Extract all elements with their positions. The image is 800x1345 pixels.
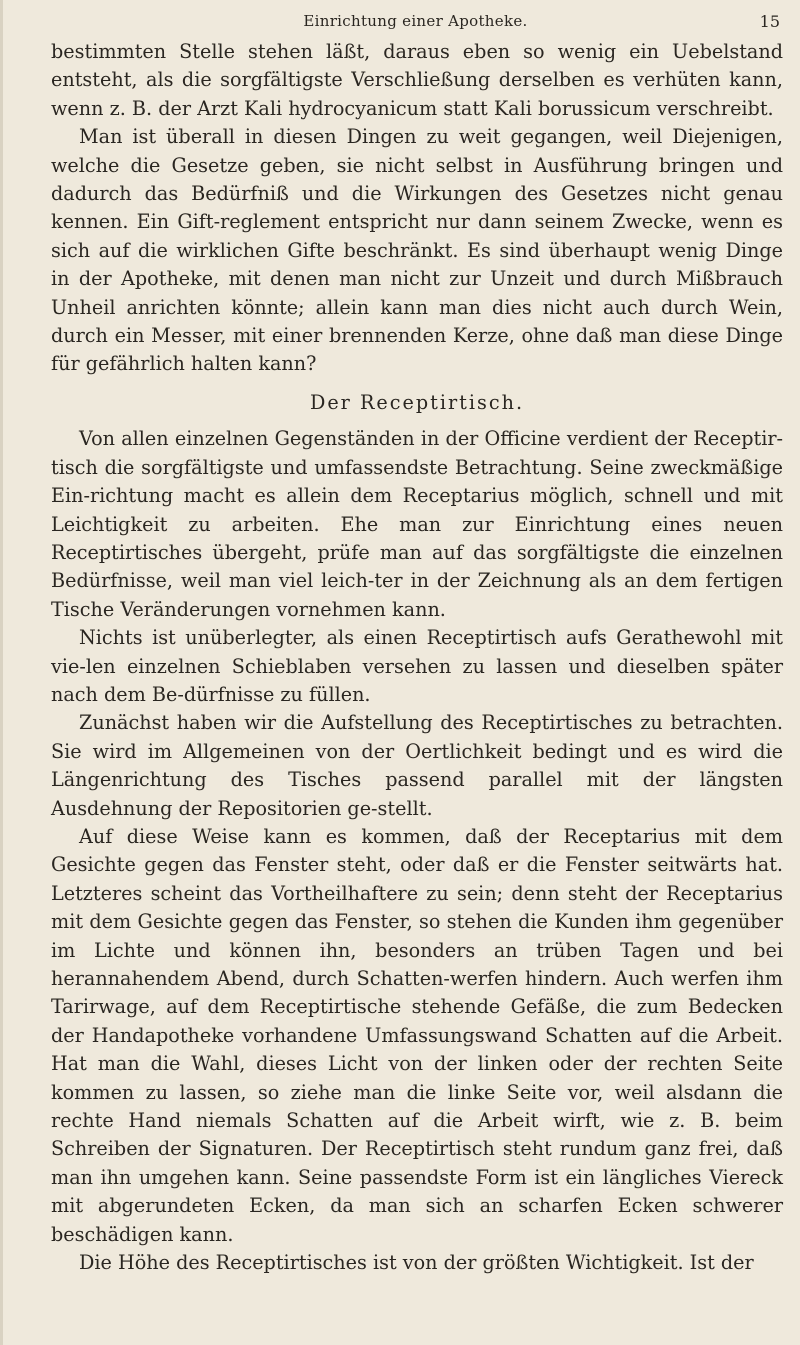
page-body (51, 38, 783, 1277)
paragraph-licht: Auf diese Weise kann es kommen, daß der Receptarius mit dem Gesichte gegen das Fenster steht, oder daß er die Fenster seitwärts hat. Letzteres scheint das Vortheilhaftere zu sein; denn steht der Receptarius mit dem Gesichte gegen das Fenster, so stehen die Kunden ihm gegenüber im Lichte und können ihn, besonders an trüben Tagen und bei herannahendem Abend, durch Schatten-werfen hindern. Auch werfen ihm Tarirwage, auf dem Receptirtische stehende Gefäße, die zum Bedecken der Handapotheke vorhandene Umfassungswand Schatten auf die Arbeit. Hat man die Wahl, dieses Licht von der linken oder der rechten Seite kommen zu lassen, so ziehe man die linke Seite vor, weil alsdann die rechte Hand niemals Schatten auf die Arbeit wirft, wie z. B. beim Schreiben der Signaturen. Der Receptirtisch steht rundum ganz frei, daß man ihn umgehen kann. Seine passendste Form ist ein längliches Viereck mit abgerundeten Ecken, da man sich an scharfen Ecken schwerer beschädigen kann. (51, 824, 783, 1246)
paragraph-schieblaben: Nichts ist unüberlegter, als einen Receptirtisch aufs Gerathewohl mit vie-len einzelnen Schieblaben versehen zu lassen und dieselben später nach dem Be-dürfnisse zu füllen. (51, 626, 783, 706)
section-heading: Der Receptirtisch. (309, 390, 525, 414)
running-title: Einrichtung einer Apotheke. (303, 12, 528, 30)
paragraph-receptirtisch-intro: Von allen einzelnen Gegenständen in der Officine verdient der Receptir-tisch die sorgfältigste und umfassendste Betrachtung. Seine zweckmäßige Ein-richtung macht es allein dem Receptarius möglich, schnell und mit Leichtigkeit zu arbeiten. Ehe man zur Einrichtung eines neuen Receptirtisches übergeht, prüfe man auf das sorgfältigste die einzelnen Bedürfnisse, weil man viel leich-ter in der Zeichnung als an dem fertigen Tische Veränderungen vornehmen kann. (51, 427, 783, 621)
running-header (51, 12, 780, 38)
paragraph-aufstellung: Zunächst haben wir die Aufstellung des Receptirtisches zu betrachten. Sie wird im Allgemeinen von der Oertlichkeit bedingt und es wird die Längenrichtung des Tisches passend parallel mit der längsten Ausdehnung der Repositorien ge-stellt. (51, 711, 783, 820)
page-number: 15 (759, 12, 780, 31)
paragraph-hoehe: Die Höhe des Receptirtisches ist von der größten Wichtigkeit. Ist der (79, 1251, 754, 1275)
paragraph-continuation: bestimmten Stelle stehen läßt, daraus eben so wenig ein Uebelstand entsteht, als die sorgfältigste Verschließung derselben es verhüten kann, wenn z. B. der Arzt Kali hydrocyanicum statt Kali borussicum verschreibt. (51, 40, 783, 120)
paragraph-gesetze: Man ist überall in diesen Dingen zu weit gegangen, weil Diejenigen, welche die Gesetze geben, sie nicht selbst in Ausführung bringen und dadurch das Bedürfniß und die Wirkungen des Gesetzes nicht genau kennen. Ein Gift-reglement entspricht nur dann seinem Zwecke, wenn es sich auf die wirklichen Gifte beschränkt. Es sind überhaupt wenig Dinge in der Apotheke, mit denen man nicht zur Unzeit und durch Mißbrauch Unheil anrichten könnte; allein kann man dies nicht auch durch Wein, durch ein Messer, mit einer brennenden Kerze, ohne daß man diese Dinge für gefährlich halten kann? (51, 125, 783, 376)
